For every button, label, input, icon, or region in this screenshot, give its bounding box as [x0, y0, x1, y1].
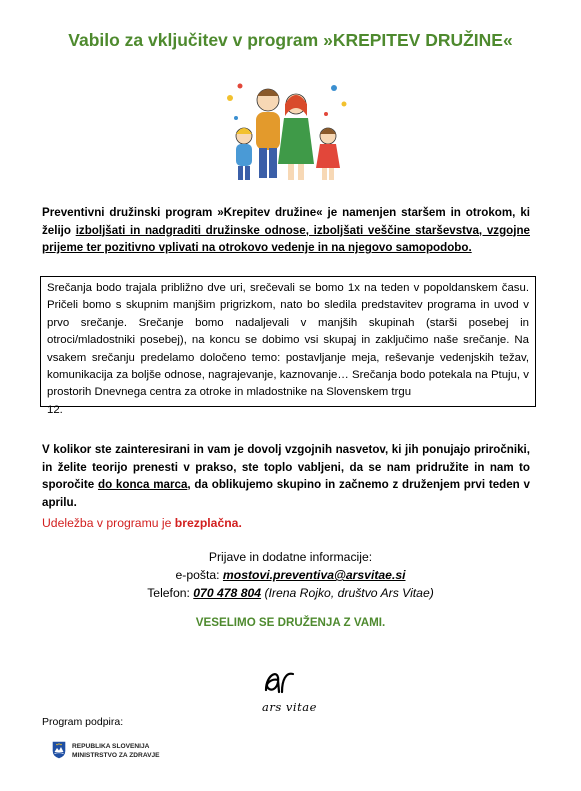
- ministry-label: [72, 743, 160, 760]
- contact-title: Prijave in dodatne informacije:: [208, 550, 373, 564]
- program-details-box: [40, 276, 536, 416]
- ministry-line-2: MINISTRSTVO ZA ZDRAVJE: [72, 751, 160, 759]
- deadline-text: do konca marca: [97, 478, 188, 492]
- program-details-last-line: 12.: [47, 403, 63, 416]
- intro-underlined-text: izboljšati in nadgraditi družinske odnose, izboljšati veščine starševstva, vzgojne prijeme ter pozitivno vplivati na otrokovo vedenje in na njegovo samopodobo.: [42, 223, 530, 254]
- intro-text: Preventivni družinski program »Krepitev družine« je namenjen staršem in otrokom, ki želijo: [42, 206, 530, 237]
- interest-text-end: , da oblikujemo skupino in začnemo z druženjem prvi teden v aprilu.: [42, 478, 531, 509]
- ministry-line-1: REPUBLIKA SLOVENIJA: [72, 743, 150, 750]
- closing-message: VESELIMO SE DRUŽENJA Z VAMI.: [195, 616, 386, 629]
- intro-paragraph: [42, 204, 530, 257]
- participation-text: Udeležba v programu je: [42, 516, 175, 530]
- interest-text: V kolikor ste zainteresirani in vam je dovolj vzgojnih nasvetov, ki jih ponujajo priročniki, in želite teorijo prenesti v prakso, ste toplo vabljeni, da se nam pridružite in nam to sporočite: [42, 443, 530, 492]
- ars-vitae-logo-icon: [262, 664, 296, 696]
- phone-number[interactable]: 070 478 804: [193, 586, 262, 600]
- email-label: e-pošta:: [175, 568, 223, 582]
- slovenia-crest-icon: [52, 741, 66, 759]
- supported-by-label: Program podpira:: [42, 716, 124, 728]
- phone-contact-note: (Irena Rojko, društvo Ars Vitae): [261, 586, 434, 600]
- email-link[interactable]: mostovi.preventiva@arsvitae.si: [222, 568, 406, 582]
- email-line: [0, 568, 581, 582]
- page-title: Vabilo za vključitev v program »KREPITEV DRUŽINE«: [68, 30, 513, 50]
- ars-vitae-logo-text: ars vitae: [262, 700, 317, 714]
- interest-paragraph: [42, 441, 530, 511]
- participation-free: brezplačna.: [174, 516, 242, 530]
- program-details-text: Srečanja bodo trajala približno dve uri, srečevali se bomo 1x na teden v popoldanskem času. Pričeli bomo s skupnim manjšim prigrizkom, nato bo sledila predstavitev programa in uvod v prvo srečanje. Srečanje bomo nadaljevali v manjših skupinah (starši posebej in otroci/mladostniki posebej), na koncu se dobimo vsi skupaj in zaključimo naše srečanje. Na vsakem srečanju predelamo določeno temo: postavljanje meja, reševanje vedenjskih težav, komunikacija za boljše odnose, nagrajevanje, kaznovanje… Srečanja bodo potekala na Ptuju, v prostorih Dnevnega centra za otroke in mladostnike na Slovenskem trgu: [47, 282, 529, 399]
- family-illustration: [222, 78, 352, 184]
- phone-line: [0, 586, 581, 600]
- phone-label: Telefon:: [147, 586, 194, 600]
- participation-note: [42, 516, 242, 530]
